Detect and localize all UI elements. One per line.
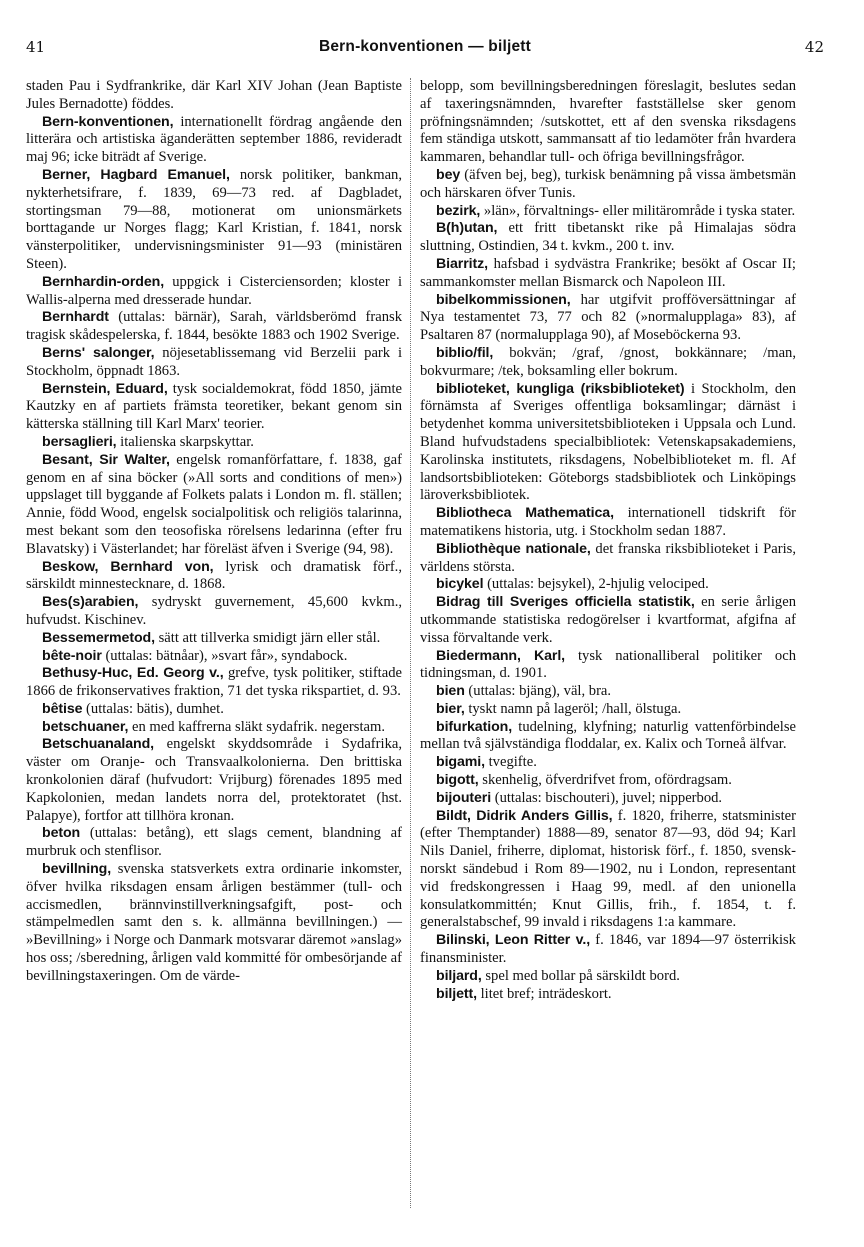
dictionary-entry <box>420 594 796 647</box>
entry-headword: Beskow, Bernhard von, <box>42 558 214 575</box>
entry-text: det franska riksbiblioteket i Paris, världens största. <box>420 540 796 575</box>
column-divider <box>410 78 411 1208</box>
dictionary-entry <box>420 381 796 506</box>
entry-text: (uttalas: bätnåar), »svart får», syndabock. <box>101 647 348 664</box>
entry-text: bokvän; /graf, /gnost, bokkännare; /man, bokvurmare; /tek, boksamling eller bokrum. <box>420 344 796 379</box>
entry-text: ett fritt tibetanskt rike på Himalajas södra sluttning, Ostindien, 34 t. kvkm., 200 t. inv. <box>420 220 796 255</box>
entry-text: i Stockholm, den förnämsta af Sveriges offentliga boksamlingar; därnäst i betydenhet komma universitetsbiblioteken i Uppsala och Lund. Bland hufvudstadens specialbibliotek: Vetenskapsakademiens, Karolinska institutets, riksdagens, Nobelbiblioteket m. fl. Af landsortsbiblioteken: Göteborgs stadsbibliotek och Linköpings läroverksbibliotek. <box>420 380 796 504</box>
entry-headword: Berns' salonger, <box>42 344 155 361</box>
dictionary-entry <box>420 808 796 933</box>
entry-text: (uttalas: bätis), dumhet. <box>82 700 224 717</box>
dictionary-entry <box>26 452 402 559</box>
entry-text: belopp, som bevillningsberedningen föreslagit, beslutes sedan af taxeringsnämnden, hvarefter fastställelse sker genom pröfningsnämnden; /sutskottet, ett af den svenska riksdagens fem ständiga utskott, sammansatt af tio ledamöter från hvardera kammaren, behandlar tull- och öfriga bevillningsfrågor. <box>420 78 796 166</box>
entry-headword: bigami, <box>436 754 485 771</box>
entry-text: nöjesetablissemang vid Berzelii park i Stockholm, öppnadt 1863. <box>26 344 402 379</box>
dictionary-entry <box>26 719 402 737</box>
entry-headword: Bernhardin-orden, <box>42 273 165 290</box>
entry-text: staden Pau i Sydfrankrike, där Karl XIV Johan (Jean Baptiste Jules Bernadotte) föddes. <box>26 78 402 112</box>
dictionary-entry <box>420 968 796 986</box>
entry-text: engelskt skyddsområde i Sydafrika, väster om Oranje- och Transvaalkolonierna. Den brittiska kronkolonien däraf (hufvudort: Vrijburg) förenades 1895 med Kapkolonien, medan landets norra del, protektoratet (hst. Palapye), fortfor att tillhöra kronan. <box>26 736 402 824</box>
entry-headword: biblioteket, kungliga (riksbiblioteket) <box>436 380 685 397</box>
entry-headword: biblio/fil, <box>436 344 494 361</box>
entry-headword: bigott, <box>436 772 479 789</box>
entry-text: tyskt namn på lageröl; /hall, ölstuga. <box>464 700 682 717</box>
dictionary-entry <box>420 167 796 203</box>
entry-text: italienska skarpskyttar. <box>116 433 254 450</box>
continued-entry <box>420 78 796 167</box>
dictionary-entry <box>420 986 796 1004</box>
entry-headword: Biarritz, <box>436 255 488 272</box>
entry-text: svenska statsverkets extra ordinarie inkomster, öfver hvilka riksdagen ensam årligen bestämmer (tull- och accismedlen, brännvinstillverkningsafgift, post- och stämpelmedlen samt den s. k. allmänna bevillningen.) — »Bevillning» i Norge och Danmark motsvarar däremot »anslag» hos oss; /sberedning, årligen vald kommitté för ombesörjande af bevillningstaxeringen. Om de värde- <box>26 861 402 984</box>
continued-entry <box>26 78 402 114</box>
dictionary-entry <box>420 754 796 772</box>
entry-text: engelsk romanförfattare, f. 1838, gaf genom en af sina böcker (»All sorts and conditions of men») uppslaget till byggande af Folkets palats i London m. fl. ställen; Annie, född Wood, engelsk socialpolitisk och religiös talarinna, mest bekant som den teosofiska rörelsens ledarinna (efter fru Blavatsky) i Västerlandet; har föreläst äfven i Sverige (94, 98). <box>26 451 402 557</box>
dictionary-entry <box>26 736 402 825</box>
dictionary-entry <box>420 256 796 292</box>
entry-headword: Bildt, Didrik Anders Gillis, <box>436 807 613 824</box>
entry-headword: bête-noir <box>42 647 102 664</box>
page-number-right: 42 <box>804 38 824 56</box>
entry-text: en med kaffrerna släkt sydafrik. negerstam. <box>128 718 385 735</box>
entry-text: internationellt fördrag angående den litterära och artistiska äganderätten september 1886, revideradt maj 96; icke biträdt af Sverige. <box>26 113 402 166</box>
entry-headword: B(h)utan, <box>436 220 498 237</box>
dictionary-entry <box>420 719 796 755</box>
entry-headword: Biedermann, Karl, <box>436 647 566 664</box>
entry-headword: Berner, Hagbard Emanuel, <box>42 166 230 183</box>
dictionary-entry <box>26 559 402 595</box>
entry-text: (uttalas: betång), ett slags cement, blandning af murbruk och stenflisor. <box>26 825 402 860</box>
dictionary-entry <box>26 594 402 630</box>
entry-headword: betschuaner, <box>42 718 129 735</box>
entry-text: grefve, tysk politiker, stiftade 1866 de frikonservatives fraktion, 71 det tyska rikspartiet, d. 93. <box>26 665 402 700</box>
right-column <box>420 78 796 1003</box>
entry-headword: biljett, <box>436 985 477 1002</box>
dictionary-entry <box>26 309 402 345</box>
entry-text: skenhelig, öfverdrifvet from, ofördragsam. <box>478 772 732 789</box>
page-header <box>26 38 824 62</box>
running-head: Bern-konventionen — biljett <box>318 38 532 55</box>
entry-headword: bier, <box>436 700 465 717</box>
dictionary-entry <box>420 220 796 256</box>
entry-text: sätt att tillverka smidigt järn eller stål. <box>154 629 381 646</box>
entry-headword: bijouteri <box>436 789 492 806</box>
dictionary-entry <box>26 630 402 648</box>
entry-text: (uttalas: bischouteri), juvel; nipperbod. <box>491 789 723 806</box>
dictionary-entry <box>420 932 796 968</box>
dictionary-entry <box>420 203 796 221</box>
dictionary-entry <box>26 434 402 452</box>
dictionary-entry <box>420 772 796 790</box>
entry-text: internationell tidskrift för matematikens historia, utg. i Stockholm sedan 1887. <box>420 505 796 539</box>
left-column <box>26 78 402 986</box>
entry-text: (uttalas: bärnär), Sarah, världsberömd fransk tragisk skådespelerska, f. 1844, besökte 1883 och 1902 Sverige. <box>26 309 402 344</box>
entry-text: hafsbad i sydvästra Frankrike; besökt af Oscar II; sammankomster mellan Bismarck och Napoleon III. <box>420 255 796 290</box>
entry-text: lyrisk och dramatisk förf., särskildt minnestecknare, d. 1868. <box>26 558 402 593</box>
entry-headword: Bernstein, Eduard, <box>42 380 168 397</box>
entry-headword: bezirk, <box>436 202 481 219</box>
entry-headword: bevillning, <box>42 861 112 878</box>
dictionary-entry <box>26 167 402 274</box>
dictionary-entry <box>420 505 796 541</box>
entry-text: litet bref; inträdeskort. <box>476 985 612 1002</box>
entry-text: f. 1846, var 1894—97 österrikisk finansminister. <box>420 932 796 967</box>
entry-headword: bey <box>436 166 461 183</box>
entry-text: f. 1820, friherre, statsminister (efter Themptander) 1888—89, senator 87—93, död 94; Karl Nils Daniel, friherre, diplomat, historisk förf., f. 1850, svensk-norskt sändebud i Rom 89—1902, nu i London, representant vid fredskongressen i Haag 99, medl. af den unionella konsulatkommittén; Knut Gillis, frih., f. 1854, t. f. generalstabschef, 99 invald i riksdagens 1:a kammare. <box>420 807 796 931</box>
dictionary-entry <box>420 701 796 719</box>
entry-text: tysk socialdemokrat, född 1850, jämte Kautzky en af partiets främsta teoretiker, bekant genom sin kätterska ställning till Karl Marx' teorier. <box>26 380 402 433</box>
dictionary-entry <box>26 665 402 701</box>
entry-headword: Bernhardt <box>42 309 109 326</box>
dictionary-entry <box>26 274 402 310</box>
entry-text: »län», förvaltnings- eller militärområde i tyska stater. <box>480 202 796 219</box>
entry-headword: Betschuanaland, <box>42 736 155 753</box>
entry-headword: bibelkommissionen, <box>436 291 571 308</box>
entry-text: en serie årligen utkommande statistiska redogörelser i kvartformat, afgifna af vissa förvaltande verk. <box>420 594 796 646</box>
entry-headword: biljard, <box>436 967 482 984</box>
dictionary-entry <box>26 381 402 434</box>
entry-text: tysk nationalliberal politiker och tidningsman, d. 1901. <box>420 647 796 682</box>
dictionary-entry <box>420 790 796 808</box>
entry-headword: Bilinski, Leon Ritter v., <box>436 932 591 949</box>
entry-text: spel med bollar på särskildt bord. <box>481 967 680 984</box>
dictionary-entry <box>420 683 796 701</box>
entry-headword: bien <box>436 683 465 700</box>
entry-headword: Bibliotheca Mathematica, <box>436 505 614 522</box>
dictionary-entry <box>420 541 796 577</box>
entry-text: (uttalas: bejsykel), 2-hjulig velociped. <box>483 576 709 593</box>
entry-headword: Besant, Sir Walter, <box>42 451 170 468</box>
entry-text: sydryskt guvernement, 45,600 kvkm., hufvudst. Kischinev. <box>26 594 402 628</box>
dictionary-entry <box>26 345 402 381</box>
entry-text: (äfven bej, beg), turkisk benämning på vissa ämbetsmän och härskaren öfver Tunis. <box>420 166 796 201</box>
entry-headword: Bidrag till Sveriges officiella statistik, <box>436 594 695 611</box>
dictionary-entry <box>26 701 402 719</box>
dictionary-entry <box>420 576 796 594</box>
entry-headword: Bethusy-Huc, Ed. Georg v., <box>42 665 224 682</box>
entry-text: tudelning, klyfning; naturlig vattenförbindelse mellan två självständiga floddalar, ex. Kalix och Torneå älfvar. <box>420 718 796 753</box>
entry-text: (uttalas: bjäng), väl, bra. <box>464 683 612 700</box>
entry-headword: Bessemermetod, <box>42 629 155 646</box>
entry-headword: Bibliothèque nationale, <box>436 540 591 557</box>
entry-text: uppgick i Cisterciensorden; kloster i Wallis-alperna med dresserade hundar. <box>26 273 402 308</box>
entry-headword: Bern-konventionen, <box>42 113 174 130</box>
entry-headword: Bes(s)arabien, <box>42 594 139 611</box>
dictionary-entry <box>26 861 402 986</box>
entry-headword: bifurkation, <box>436 718 513 735</box>
entry-text: har utgifvit profföversättningar af Nya testamentet 73, 77 och 82 (»normalupplaga» 83), af Psaltaren 87 (normalupplaga 90), af Moseböckerna 93. <box>420 291 796 344</box>
entry-text: tvegifte. <box>484 754 537 771</box>
dictionary-entry <box>420 345 796 381</box>
dictionary-entry <box>26 825 402 861</box>
dictionary-entry <box>420 648 796 684</box>
entry-text: norsk politiker, bankman, nykterhetsifrare, f. 1839, 69—73 red. af Dagbladet, stortingsman 79—88, motionerat om unionsmärkets borttagande ur Norges flagg; Karl Kristian, f. 1841, norsk vänsterpolitiker, undervisningsminister 91—93 (ministären Steen). <box>26 166 403 272</box>
dictionary-entry <box>26 114 402 167</box>
dictionary-entry <box>26 648 402 666</box>
entry-headword: bicykel <box>436 576 484 593</box>
page-number-left: 41 <box>26 38 46 56</box>
dictionary-entry <box>420 292 796 345</box>
entry-headword: bersaglieri, <box>42 433 117 450</box>
entry-headword: bêtise <box>42 700 83 717</box>
entry-headword: beton <box>42 825 81 842</box>
